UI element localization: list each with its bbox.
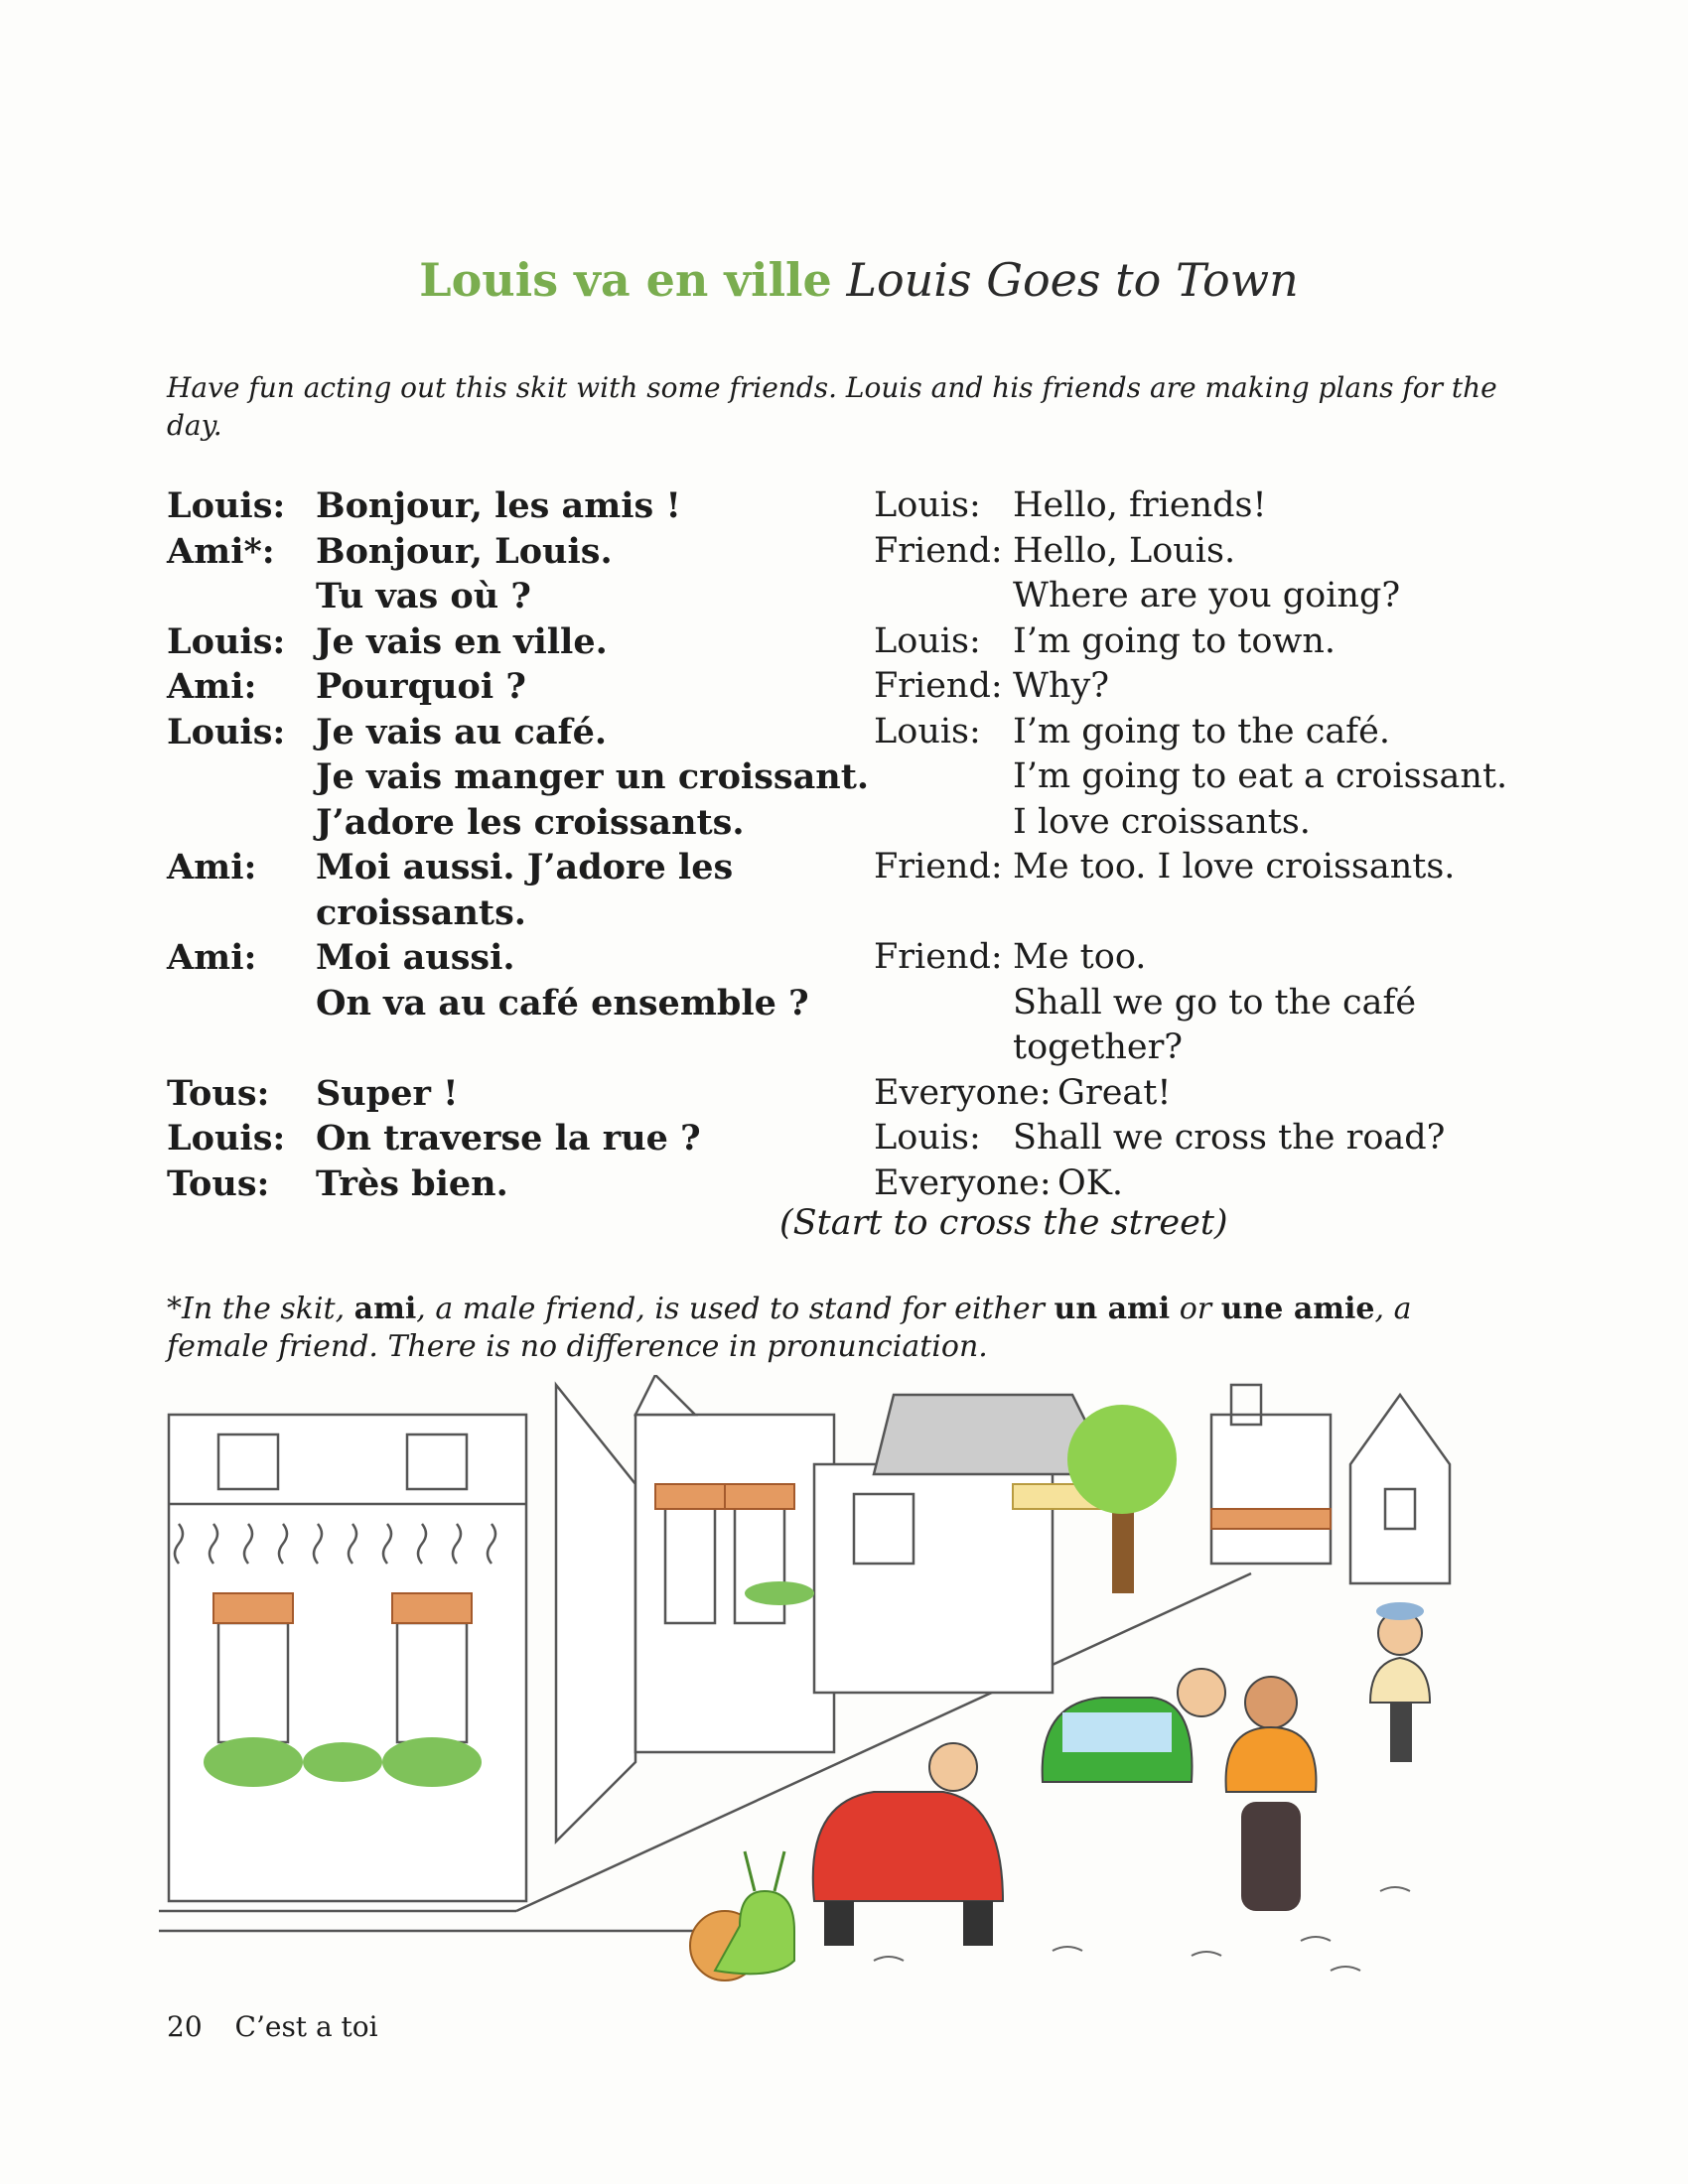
dialogue-text: I’m going to town. <box>1013 620 1336 661</box>
dialogue-text: Je vais au café. <box>316 711 608 752</box>
dialogue-text: OK. <box>1057 1162 1123 1203</box>
footnote-ami: ami <box>353 1292 417 1326</box>
dialogue-text: Tu vas où ? <box>316 576 531 616</box>
title-french: Louis va en ville <box>419 253 832 307</box>
intro-text: Have fun acting out this skit with some friends. Louis and his friends are making plans for the day. <box>167 371 1497 442</box>
speaker-label: Louis: <box>167 620 286 662</box>
speaker-label: Friend: <box>874 937 1003 977</box>
footnote-text-2: , a male friend, is used to stand for either <box>416 1292 1055 1326</box>
dialogue-text: Moi aussi. <box>316 937 515 978</box>
street-illustration <box>159 1375 1489 1990</box>
dialogue-text: Hello, friends! <box>1013 485 1267 525</box>
snail <box>690 1851 794 1980</box>
speaker-label: Louis: <box>874 620 981 661</box>
dialogue-text: Pourquoi ? <box>316 666 526 707</box>
dialogue-text: Très bien. <box>316 1162 508 1204</box>
footnote-text-1: *In the skit, <box>167 1292 354 1326</box>
dialogue-text: Bonjour, Louis. <box>316 530 613 572</box>
speaker-label: Louis: <box>874 485 981 525</box>
footnote-text-3: or <box>1170 1292 1221 1326</box>
speaker-label: Louis: <box>167 485 286 526</box>
dialogue-text: J’adore les croissants. <box>316 801 745 843</box>
footnote-une-amie: une amie <box>1220 1292 1375 1326</box>
left-building <box>169 1415 526 1901</box>
dialogue-text: Super ! <box>316 1072 459 1114</box>
speaker-label: Ami*: <box>167 530 275 572</box>
speaker-label: Ami: <box>167 666 257 707</box>
speaker-label: Tous: <box>167 1072 270 1114</box>
dialogue-text: Where are you going? <box>1013 576 1401 615</box>
dialogue-text: Je vais en ville. <box>316 620 608 662</box>
dialogue-text: Shall we go to the café <box>1013 982 1417 1023</box>
dialogue-text: Shall we cross the road? <box>1013 1118 1446 1158</box>
speaker-label: Louis: <box>167 1118 286 1159</box>
speaker-label: Ami: <box>167 937 257 978</box>
page-footer <box>167 2010 402 2043</box>
dialogue-text: Moi aussi. J’adore les <box>316 847 734 887</box>
dialogue-text: Me too. <box>1013 937 1147 977</box>
stage-direction: (Start to cross the street) <box>779 1203 1228 1243</box>
cyclist <box>1370 1602 1430 1762</box>
footnote <box>167 1291 1517 1366</box>
speaker-label: Tous: <box>167 1162 270 1204</box>
dialogue-text: Why? <box>1013 666 1110 706</box>
speaker-label: Everyone: <box>874 1072 1052 1113</box>
dialogue-text: I’m going to the café. <box>1013 711 1390 751</box>
speaker-label: Louis: <box>167 711 286 752</box>
motorcyclist <box>1226 1677 1317 1911</box>
red-car <box>813 1743 1003 1946</box>
title-english: Louis Goes to Town <box>846 253 1299 307</box>
dialogue-text: Je vais manger un croissant. <box>316 756 870 797</box>
dialogue-text: croissants. <box>316 891 526 933</box>
dialogue-text: Me too. I love croissants. <box>1013 847 1456 887</box>
page-title <box>0 253 1688 307</box>
speaker-label: Friend: <box>874 530 1003 571</box>
dialogue-text: I love croissants. <box>1013 801 1311 842</box>
footnote-text-4: , a female friend. There is no difference in pronunciation. <box>167 1292 1412 1364</box>
dialogue-text: Hello, Louis. <box>1013 530 1236 571</box>
speaker-label: Friend: <box>874 666 1003 706</box>
dialogue-text: On traverse la rue ? <box>316 1118 701 1159</box>
speaker-label: Louis: <box>874 1118 981 1158</box>
page-number: 20 <box>167 2010 203 2043</box>
dialogue-text: On va au café ensemble ? <box>316 982 809 1024</box>
dialogue-text: Great! <box>1057 1072 1172 1113</box>
speaker-label: Friend: <box>874 847 1003 887</box>
speaker-label: Everyone: <box>874 1162 1052 1203</box>
speaker-label: Ami: <box>167 847 257 887</box>
dialogue-text: together? <box>1013 1027 1184 1067</box>
book-title: C’est a toi <box>234 2010 378 2043</box>
dialogue-text: Bonjour, les amis ! <box>316 485 681 526</box>
footnote-un-ami: un ami <box>1054 1292 1171 1326</box>
dialogue-text: I’m going to eat a croissant. <box>1013 756 1508 796</box>
green-car <box>1043 1669 1225 1782</box>
speaker-label: Louis: <box>874 711 981 751</box>
